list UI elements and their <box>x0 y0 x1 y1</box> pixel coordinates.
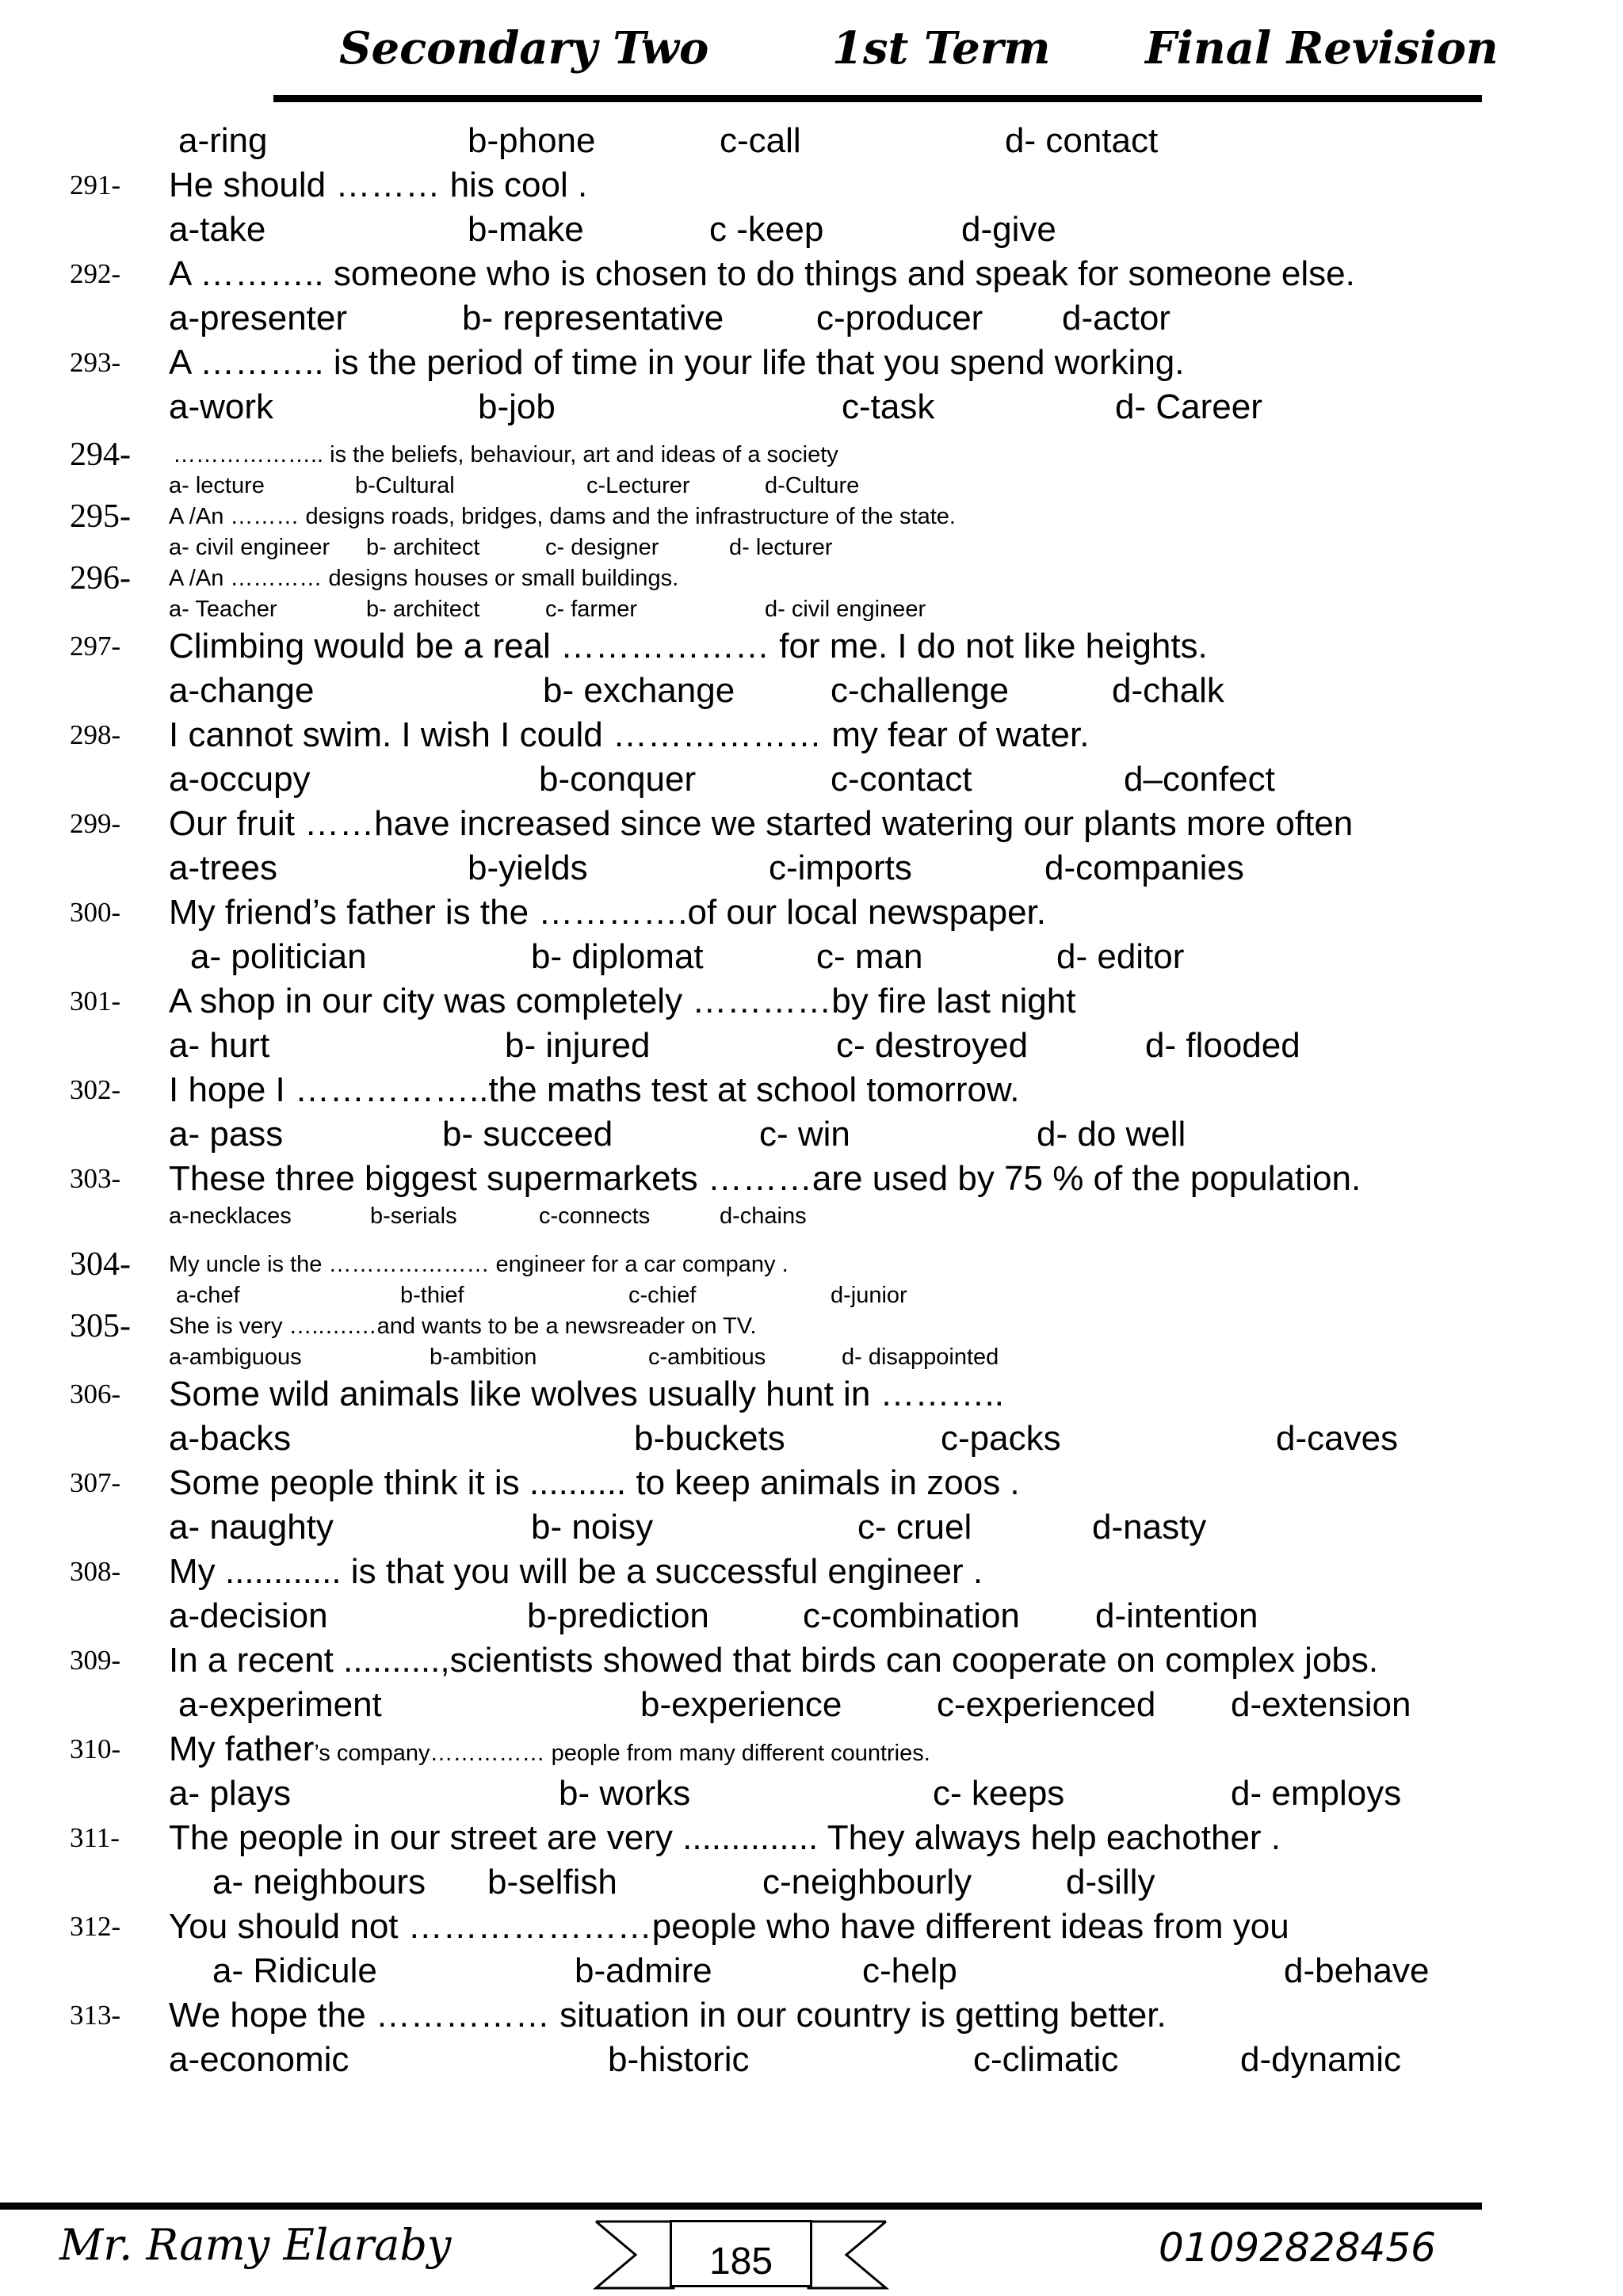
option-d: d- disappointed <box>842 1344 999 1370</box>
option-a: a-necklaces <box>169 1203 292 1229</box>
question-number: 305- <box>70 1308 131 1344</box>
option-row <box>0 757 1623 802</box>
option-d: d-Culture <box>765 473 860 498</box>
option-a: a-ring <box>178 121 268 160</box>
option-d: d- lecturer <box>729 535 833 560</box>
option-c: c-packs <box>941 1419 1061 1458</box>
option-c: c-chief <box>628 1283 697 1308</box>
question-300 <box>0 891 1623 935</box>
option-b: b-Cultural <box>355 473 455 498</box>
option-d: d-extension <box>1231 1685 1411 1724</box>
question-text: Some wild animals like wolves usually hunt in ……….. <box>169 1375 1004 1413</box>
option-d: d-silly <box>1066 1863 1155 1901</box>
question-number: 313- <box>70 2000 121 2031</box>
option-a: a-occupy <box>169 760 311 799</box>
question-number: 294- <box>70 437 131 473</box>
option-a: a-decision <box>169 1596 328 1635</box>
question-text: I cannot swim. I wish I could ……………… my fear of water. <box>169 715 1090 754</box>
option-c: c-neighbourly <box>762 1863 972 1901</box>
option-c: c-help <box>862 1951 957 1990</box>
question-text: Some people think it is .......... to keep animals in zoos . <box>169 1463 1020 1502</box>
option-b: b-job <box>478 387 556 426</box>
option-row <box>0 1112 1623 1157</box>
option-row <box>0 1949 1623 1993</box>
option-a: a- neighbours <box>212 1863 426 1901</box>
option-d: d-intention <box>1095 1596 1258 1635</box>
option-a: a- Ridicule <box>212 1951 377 1990</box>
option-row <box>0 594 1623 624</box>
option-a: a- plays <box>169 1774 292 1813</box>
option-a: a-backs <box>169 1419 292 1458</box>
option-c: c-producer <box>816 299 983 338</box>
option-row <box>0 1683 1623 1727</box>
question-number: 292- <box>70 258 121 289</box>
question-293 <box>0 341 1623 385</box>
option-c: c- win <box>759 1115 850 1154</box>
option-b: b- injured <box>505 1026 651 1065</box>
question-text: A shop in our city was completely …………by fire last night <box>169 982 1076 1020</box>
option-b: b-make <box>468 210 584 249</box>
option-c: c- destroyed <box>836 1026 1029 1065</box>
option-a: a- hurt <box>169 1026 270 1065</box>
option-a: a- lecture <box>169 473 265 498</box>
option-d: d-junior <box>831 1283 907 1308</box>
option-row <box>0 1594 1623 1638</box>
option-a: a-economic <box>169 2040 349 2079</box>
page-number-box <box>670 2220 812 2287</box>
option-row <box>0 1417 1623 1461</box>
question-number: 299- <box>70 808 121 839</box>
question-304 <box>0 1246 1623 1283</box>
option-c: c- man <box>816 937 923 976</box>
question-296 <box>0 560 1623 597</box>
option-a: a- Teacher <box>169 597 277 622</box>
question-number: 298- <box>70 719 121 750</box>
option-row <box>0 385 1623 429</box>
option-d: d- flooded <box>1145 1026 1300 1065</box>
question-297 <box>0 624 1623 669</box>
option-b: b-experience <box>640 1685 842 1724</box>
question-text: In a recent ..........,scientists showed that birds can cooperate on complex jobs. <box>169 1641 1379 1680</box>
option-b: b-thief <box>400 1283 464 1308</box>
option-row <box>0 1505 1623 1550</box>
option-row <box>0 669 1623 713</box>
option-d: d- do well <box>1037 1115 1186 1154</box>
option-b: b-serials <box>370 1203 457 1229</box>
option-a: a-experiment <box>178 1685 382 1724</box>
option-b: b- exchange <box>543 671 735 710</box>
question-291 <box>0 163 1623 208</box>
question-302 <box>0 1068 1623 1112</box>
question-number: 302- <box>70 1074 121 1105</box>
option-a: a-presenter <box>169 299 348 338</box>
option-row <box>0 119 1623 163</box>
option-c: c-connects <box>539 1203 651 1229</box>
page-header <box>0 0 1623 103</box>
option-a: a-change <box>169 671 315 710</box>
header-term: 1st Term <box>832 22 1051 74</box>
option-c: c-imports <box>769 849 912 887</box>
question-text-small: ’s company…………… people from many different countries. <box>314 1741 930 1766</box>
option-row <box>0 1772 1623 1816</box>
question-307 <box>0 1461 1623 1505</box>
question-299 <box>0 802 1623 846</box>
question-313 <box>0 1993 1623 2038</box>
question-text: A /An ……… designs roads, bridges, dams and the infrastructure of the state. <box>169 504 956 529</box>
option-b: b- diplomat <box>531 937 704 976</box>
option-c: c-contact <box>831 760 972 799</box>
option-row <box>0 532 1623 563</box>
question-text-main: My father <box>169 1730 315 1768</box>
option-row <box>0 2038 1623 2082</box>
question-text: My ............ is that you will be a successful engineer . <box>169 1552 983 1591</box>
question-text: A /An ………… designs houses or small buildings. <box>169 566 679 591</box>
option-d: d-behave <box>1284 1951 1430 1990</box>
option-a: a-ambiguous <box>169 1344 302 1370</box>
option-a: a- pass <box>169 1115 284 1154</box>
question-306 <box>0 1372 1623 1417</box>
footer-author: Mr. Ramy Elaraby <box>59 2220 452 2270</box>
option-c: c-challenge <box>831 671 1010 710</box>
option-b: b-selfish <box>487 1863 617 1901</box>
option-row <box>0 208 1623 252</box>
option-row <box>0 1280 1623 1310</box>
option-a: a- politician <box>190 937 367 976</box>
page-number: 185 <box>708 2241 773 2283</box>
header-title: Final Revision <box>1145 22 1499 74</box>
question-number: 293- <box>70 347 121 378</box>
question-text: A ……….. is the period of time in your life that you spend working. <box>169 343 1185 382</box>
question-294 <box>0 439 1623 471</box>
option-d: d-actor <box>1062 299 1170 338</box>
question-number: 295- <box>70 498 131 535</box>
question-text <box>169 1727 930 1775</box>
option-row <box>0 1860 1623 1905</box>
question-308 <box>0 1550 1623 1594</box>
footer-phone: 01092828456 <box>1159 2225 1436 2271</box>
option-row <box>0 846 1623 891</box>
option-row <box>0 1342 1623 1372</box>
question-text: A ……….. someone who is chosen to do things and speak for someone else. <box>169 254 1355 293</box>
question-number: 307- <box>70 1467 121 1498</box>
question-text: ……………….. is the beliefs, behaviour, art and ideas of a society <box>173 442 838 467</box>
question-298 <box>0 713 1623 757</box>
option-d: d–confect <box>1124 760 1275 799</box>
question-310 <box>0 1727 1623 1772</box>
option-b: b-ambition <box>430 1344 537 1370</box>
question-number: 297- <box>70 631 121 662</box>
question-text: The people in our street are very .............. They always help eachother . <box>169 1818 1281 1857</box>
question-number: 303- <box>70 1163 121 1194</box>
question-295 <box>0 498 1623 535</box>
option-d: d-chalk <box>1112 671 1224 710</box>
option-c: c-task <box>842 387 935 426</box>
option-d: d-companies <box>1044 849 1244 887</box>
page-footer <box>0 2203 1623 2296</box>
option-a: a-take <box>169 210 266 249</box>
question-301 <box>0 979 1623 1024</box>
option-b: b-conquer <box>539 760 697 799</box>
option-b: b- succeed <box>442 1115 613 1154</box>
option-b: b- architect <box>366 597 480 622</box>
option-a: a-trees <box>169 849 277 887</box>
option-d: d-dynamic <box>1240 2040 1401 2079</box>
header-rule <box>273 95 1482 102</box>
question-text: She is very …..….…and wants to be a newsreader on TV. <box>169 1314 757 1339</box>
question-text: You should not …………………people who have different ideas from you <box>169 1907 1289 1946</box>
option-row <box>0 1201 1623 1231</box>
option-b: b-historic <box>608 2040 750 2079</box>
option-c: c- cruel <box>857 1508 972 1547</box>
option-c: c-climatic <box>973 2040 1119 2079</box>
question-number: 300- <box>70 897 121 928</box>
option-c: c- designer <box>545 535 659 560</box>
question-number: 311- <box>70 1822 120 1853</box>
question-text: We hope the …………… situation in our country is getting better. <box>169 1996 1167 2035</box>
option-c: c- keeps <box>933 1774 1065 1813</box>
question-number: 301- <box>70 986 121 1016</box>
header-level: Secondary Two <box>339 22 709 74</box>
question-number: 312- <box>70 1911 121 1942</box>
option-row <box>0 1024 1623 1068</box>
question-text: My uncle is the ………………… engineer for a car company . <box>169 1252 789 1277</box>
option-b: b- noisy <box>531 1508 654 1547</box>
question-number: 296- <box>70 560 131 597</box>
option-d: d- civil engineer <box>765 597 926 622</box>
option-a: a-work <box>169 387 274 426</box>
option-d: d- Career <box>1115 387 1262 426</box>
option-c: c-Lecturer <box>586 473 690 498</box>
option-a: a- civil engineer <box>169 535 330 560</box>
question-text: Climbing would be a real ……………… for me. I do not like heights. <box>169 627 1208 666</box>
question-305 <box>0 1310 1623 1342</box>
option-row <box>0 296 1623 341</box>
question-number: 304- <box>70 1246 131 1283</box>
option-c: c-experienced <box>937 1685 1156 1724</box>
option-b: b-admire <box>575 1951 712 1990</box>
option-a: a- naughty <box>169 1508 334 1547</box>
option-b: b- representative <box>462 299 724 338</box>
option-d: d-give <box>961 210 1056 249</box>
option-d: d-caves <box>1276 1419 1399 1458</box>
option-c: c-call <box>720 121 801 160</box>
question-text: My friend’s father is the ………….of our local newspaper. <box>169 893 1047 932</box>
question-list <box>0 119 1623 2082</box>
question-text: Our fruit ……have increased since we started watering our plants more often <box>169 804 1354 843</box>
option-b: b-phone <box>468 121 596 160</box>
option-row <box>0 935 1623 979</box>
option-c: c -keep <box>709 210 824 249</box>
option-a: a-chef <box>176 1283 240 1308</box>
question-number: 306- <box>70 1379 121 1409</box>
option-d: d- contact <box>1005 121 1159 160</box>
question-number: 308- <box>70 1556 121 1587</box>
question-text: I hope I ……………..the maths test at school tomorrow. <box>169 1070 1020 1109</box>
option-row <box>0 471 1623 501</box>
question-text: He should ……… his cool . <box>169 166 588 204</box>
option-d: d-chains <box>720 1203 807 1229</box>
option-b: b- architect <box>366 535 480 560</box>
option-b: b-buckets <box>634 1419 785 1458</box>
question-292 <box>0 252 1623 296</box>
question-number: 310- <box>70 1733 121 1764</box>
question-303 <box>0 1157 1623 1201</box>
question-number: 309- <box>70 1645 121 1676</box>
question-311 <box>0 1816 1623 1860</box>
option-d: d- employs <box>1231 1774 1402 1813</box>
option-b: b- works <box>559 1774 691 1813</box>
option-b: b-prediction <box>527 1596 709 1635</box>
option-d: d- editor <box>1056 937 1185 976</box>
option-b: b-yields <box>468 849 588 887</box>
question-text: These three biggest supermarkets ………are used by 75 % of the population. <box>169 1159 1361 1198</box>
footer-rule <box>0 2203 1482 2210</box>
option-c: c- farmer <box>545 597 637 622</box>
option-d: d-nasty <box>1092 1508 1207 1547</box>
question-number: 291- <box>70 170 121 200</box>
question-312 <box>0 1905 1623 1949</box>
option-c: c-combination <box>803 1596 1020 1635</box>
question-309 <box>0 1638 1623 1683</box>
option-c: c-ambitious <box>648 1344 766 1370</box>
